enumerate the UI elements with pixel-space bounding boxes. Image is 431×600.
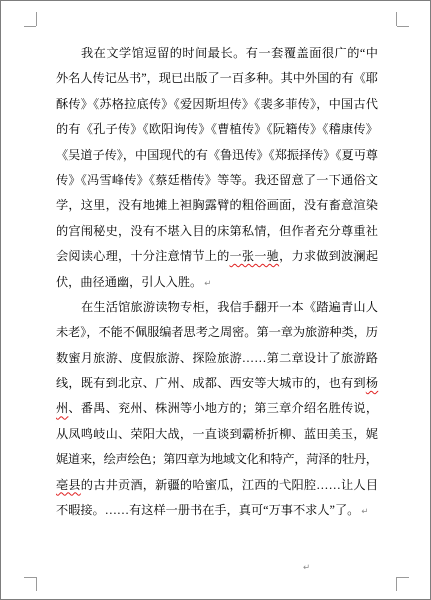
spellcheck-flagged-word[interactable]: 一张一驰	[229, 249, 280, 264]
line-text: 酥传》《苏格拉底传》《爱因斯坦传》《裴多菲传》，中国古代	[56, 96, 379, 111]
text-line	[56, 92, 378, 117]
text-line	[56, 447, 378, 472]
text-line	[56, 270, 378, 295]
paragraph-mark: ↵	[361, 507, 369, 518]
text-line	[56, 346, 378, 371]
line-text-segment: 的古井贡酒，新疆的哈蜜瓜，江西的弋阳腔……让人目	[80, 477, 379, 492]
text-line	[81, 295, 378, 320]
line-text: 数蜜月旅游、度假旅游、探险旅游……第二章设计了旅游路	[56, 350, 379, 365]
text-line	[56, 168, 378, 193]
text-line	[56, 66, 378, 91]
text-line	[56, 498, 378, 523]
line-text: 的宫闱秘史，没有不堪入目的床第私情，但作者充分尊重社	[56, 223, 379, 238]
line-text: 的有《孔子传》《欧阳询传》《曹植传》《阮籍传》《稽康传》	[56, 122, 379, 137]
line-text: 学，这里，没有地摊上袒胸露臂的粗俗画面，没有畜意渲染	[56, 198, 379, 213]
crop-mark-bottom-right-horizontal	[397, 577, 409, 578]
line-text: 娓道来，绘声绘色；第四章为地域文化和特产，菏泽的牡丹，	[56, 452, 378, 467]
document-body[interactable]	[56, 41, 378, 523]
text-line	[56, 320, 378, 345]
line-text: 《吴道子传》，中国现代的有《鲁迅传》《郑振择传》《夏丏尊	[56, 147, 378, 162]
line-text-segment: 线，既有到北京、广州、成都、西安等大城市的，也有到	[56, 376, 366, 391]
text-line	[56, 219, 378, 244]
line-text	[56, 478, 378, 492]
text-line	[56, 193, 378, 218]
paragraph-2	[56, 295, 378, 524]
crop-mark-top-left-vertical	[36, 12, 37, 26]
paragraph-1	[56, 41, 378, 295]
crop-mark-bottom-right-vertical	[396, 577, 397, 591]
empty-paragraph-mark[interactable]: ↵	[303, 563, 311, 573]
spellcheck-flagged-word[interactable]: 州	[56, 401, 69, 416]
text-line	[56, 143, 378, 168]
line-text-segment: 、番禺、兖州、株洲等小地方的；第三章介绍名胜传说，	[68, 401, 379, 416]
line-text: 我在文学馆逗留的时间最长。有一套覆盖面很广的“中	[81, 46, 379, 60]
spellcheck-flagged-word[interactable]: 亳县	[56, 477, 81, 492]
text-line	[81, 41, 378, 66]
text-line	[56, 422, 378, 447]
text-line	[56, 117, 378, 142]
text-line	[56, 473, 378, 498]
text-line	[56, 371, 378, 396]
crop-mark-top-left-horizontal	[24, 26, 36, 27]
text-line	[56, 244, 378, 269]
text-line	[56, 396, 378, 421]
line-text-segment: 会阅读心理，十分注意情节上的	[56, 249, 230, 264]
line-text: 未老》，不能不佩服编者思考之周密。第一章为旅游种类，历	[56, 325, 378, 340]
line-text: 不暇接。……有这样一册书在手，真可“万事不求人”了。	[56, 503, 360, 518]
line-text: 传》《冯雪峰传》《蔡廷楷传》等等。我还留意了一下通俗文	[56, 172, 379, 187]
line-text	[56, 401, 378, 415]
line-text-segment: ，力求做到波澜起	[279, 249, 379, 264]
crop-mark-bottom-left-vertical	[36, 577, 37, 591]
line-text: 从凤鸣岐山、荣阳大战，一直谈到霸桥折柳、蓝田美玉，娓	[56, 426, 379, 441]
line-text	[56, 249, 378, 263]
line-text: 伏，曲径通幽，引人入胜。	[56, 274, 203, 289]
line-text: 外名人传记丛书”，现已出版了一百多种。其中外国的有《耶	[56, 71, 378, 86]
crop-mark-top-right-vertical	[396, 12, 397, 26]
crop-mark-bottom-left-horizontal	[24, 577, 36, 578]
spellcheck-flagged-word[interactable]: 杨	[365, 376, 379, 391]
crop-mark-top-right-horizontal	[397, 26, 409, 27]
line-text	[56, 376, 378, 390]
line-text: 在生活馆旅游读物专柜，我信手翻开一本《踏遍青山人	[81, 299, 379, 314]
paragraph-mark: ↵	[204, 278, 212, 289]
